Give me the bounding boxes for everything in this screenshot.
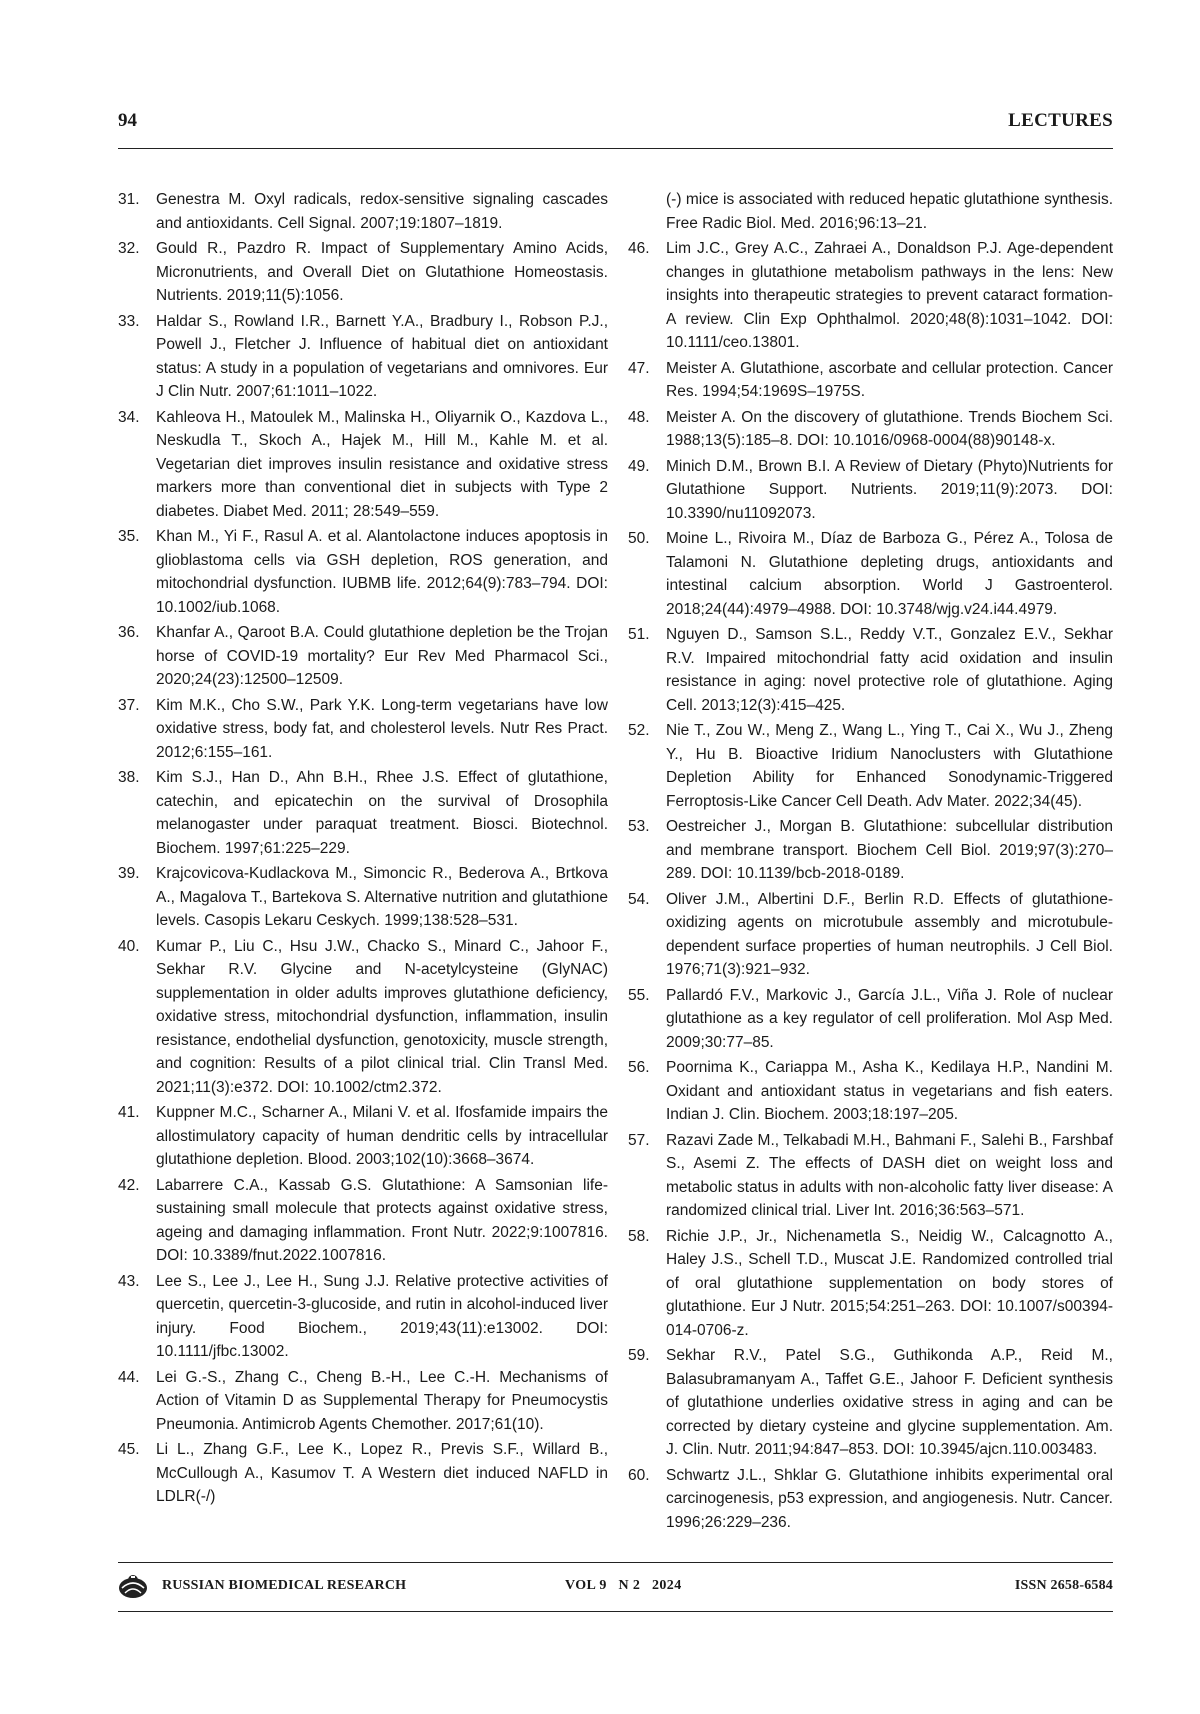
reference-item (118, 694, 608, 765)
reference-number: 60. (628, 1466, 650, 1484)
reference-number: 50. (628, 530, 650, 547)
reference-item (628, 623, 1113, 717)
reference-number: 57. (628, 1131, 650, 1149)
reference-item (118, 310, 608, 404)
reference-item (118, 621, 608, 692)
reference-item (118, 1366, 608, 1437)
reference-text: Meister A. Glutathione, ascorbate and cellular protection. Cancer Res. 1994;54:1969S–1975S. (666, 359, 1113, 400)
reference-text: Kumar P., Liu C., Hsu J.W., Chacko S., Minard C., Jahoor F., Sekhar R.V. Glycine and N-acetylcysteine (GlyNAC) supplementation in older adults improves glutathione deficiency, oxidative stress, mitochondrial dysfunction, inflammation, insulin resistance, endothelial dysfunction, genotoxicity, muscle strength, and cognition: Results of a pilot clinical trial. Clin Transl Med. 2021;11(3):e372. DOI: 10.1002/ctm2.372. (156, 937, 608, 1096)
page-header (118, 110, 1113, 149)
reference-item (628, 1129, 1113, 1223)
reference-item (118, 1101, 608, 1172)
reference-text: Lim J.C., Grey A.C., Zahraei A., Donaldson P.J. Age-dependent changes in glutathione metabolism pathways in the lens: New insights into therapeutic strategies to prevent cataract formation-A review. Clin Exp Ophthalmol. 2020;48(8):1031–1042. DOI: 10.1111/ceo.13801. (666, 240, 1113, 351)
reference-item (118, 862, 608, 933)
page-footer (118, 1562, 1113, 1612)
reference-number: 35. (118, 528, 140, 545)
reference-number: 39. (118, 865, 140, 882)
reference-item (628, 984, 1113, 1055)
reference-item (628, 455, 1113, 526)
reference-item (118, 1174, 608, 1268)
reference-text: Minich D.M., Brown B.I. A Review of Dietary (Phyto)Nutrients for Glutathione Support. Nutrients. 2019;11(9):2073. DOI: 10.3390/nu11092073. (666, 457, 1113, 522)
reference-item (628, 1464, 1113, 1535)
reference-text: Khan M., Yi F., Rasul A. et al. Alantolactone induces apoptosis in glioblastoma cells via GSH depletion, ROS generation, and mitochondrial dysfunction. IUBMB life. 2012;64(9):783–794. DOI: 10.1002/iub.1068. (156, 528, 608, 616)
reference-number: 31. (118, 191, 140, 208)
journal-logo-icon (118, 1574, 148, 1600)
reference-text: Khanfar A., Qaroot B.A. Could glutathione depletion be the Trojan horse of COVID-19 mortality? Eur Rev Med Pharmacol Sci., 2020;24(23):12500–12509. (156, 624, 608, 688)
reference-number: 46. (628, 240, 650, 257)
reference-number: 43. (118, 1272, 140, 1290)
reference-number: 34. (118, 408, 140, 426)
reference-text: Nie T., Zou W., Meng Z., Wang L., Ying T., Cai X., Wu J., Zheng Y., Hu B. Bioactive Iridium Nanoclusters with Glutathione Depletion Ability for Enhanced Sonodynamic-Triggered Ferroptosis-Like Cancer Cell Death. Adv Mater. 2022;34(45). (666, 722, 1113, 810)
journal-name: RUSSIAN BIOMEDICAL RESEARCH (162, 1578, 407, 1593)
reference-list-right (628, 237, 1113, 1534)
reference-text: Kahleova H., Matoulek M., Malinska H., Oliyarnik O., Kazdova L., Neskudla T., Skoch A., Hajek M., Hill M., Kahle M. et al. Vegetarian diet improves insulin resistance and oxidative stress markers more than conventional diet in subjects with Type 2 diabetes. Diabet Med. 2011; 28:549–559. (156, 408, 608, 520)
section-title: LECTURES (1008, 110, 1113, 131)
reference-text: Genestra M. Oxyl radicals, redox-sensitive signaling cascades and antioxidants. Cell Signal. 2007;19:1807–1819. (156, 191, 608, 232)
reference-text: Krajcovicova-Kudlackova M., Simoncic R., Bederova A., Brtkova A., Magalova T., Bartekova S. Alternative nutrition and glutathione levels. Casopis Lekaru Ceskych. 1999;138:528–531. (156, 865, 608, 929)
reference-text: Schwartz J.L., Shklar G. Glutathione inhibits experimental oral carcinogenesis, p53 expression, and angiogenesis. Nutr. Cancer. 1996;26:229–236. (666, 1466, 1113, 1531)
reference-number: 53. (628, 818, 650, 835)
reference-item (628, 527, 1113, 621)
reference-item (118, 237, 608, 308)
reference-item (118, 1270, 608, 1364)
reference-text: Li L., Zhang G.F., Lee K., Lopez R., Previs S.F., Willard B., McCullough A., Kasumov T. A Western diet induced NAFLD in LDLR(-/) (156, 1441, 608, 1505)
reference-number: 32. (118, 240, 140, 257)
reference-number: 38. (118, 769, 140, 786)
reference-number: 37. (118, 696, 140, 714)
reference-text: Labarrere C.A., Kassab G.S. Glutathione: A Samsonian life-sustaining small molecule that protects against oxidative stress, ageing and damaging inflammation. Front Nutr. 2022;9:1007816. DOI: 10.3389/fnut.2022.1007816. (156, 1176, 608, 1264)
reference-continuation: (-) mice is associated with reduced hepatic glutathione synthesis. Free Radic Biol. Med. 2016;96:13–21. (666, 191, 1113, 232)
reference-text: Pallardó F.V., Markovic J., García J.L., Viña J. Role of nuclear glutathione as a key regulator of cell proliferation. Mol Asp Med. 2009;30:77–85. (666, 986, 1113, 1051)
reference-number: 41. (118, 1104, 140, 1121)
reference-text: Haldar S., Rowland I.R., Barnett Y.A., Bradbury I., Robson P.J., Powell J., Fletcher J. Influence of habitual diet on antioxidant status: A study in a population of vegetarians and omnivores. Eur J Clin Nutr. 2007;61:1011–1022. (156, 312, 608, 400)
reference-item (628, 1225, 1113, 1343)
reference-item (118, 525, 608, 619)
references-left-column (118, 188, 608, 1511)
reference-item (628, 237, 1113, 355)
reference-item (118, 188, 608, 235)
reference-text: Oliver J.M., Albertini D.F., Berlin R.D. Effects of glutathione-oxidizing agents on microtubule assembly and microtubule-dependent surface properties of human neutrophils. J Cell Biol. 1976;71(3):921–932. (666, 890, 1113, 978)
reference-number: 40. (118, 937, 140, 955)
reference-item (628, 888, 1113, 982)
reference-item (628, 719, 1113, 813)
reference-text: Kuppner M.C., Scharner A., Milani V. et al. Ifosfamide impairs the allostimulatory capacity of human dendritic cells by intracellular glutathione depletion. Blood. 2003;102(10):3668–3674. (156, 1104, 608, 1168)
reference-number: 44. (118, 1368, 140, 1386)
reference-item (628, 1344, 1113, 1462)
reference-text: Meister A. On the discovery of glutathione. Trends Biochem Sci. 1988;13(5):185–8. DOI: 10.1016/0968-0004(88)90148-x. (666, 408, 1113, 449)
reference-number: 58. (628, 1227, 650, 1245)
volume-issue: VOL 9 N 2 2024 (565, 1578, 682, 1593)
issn: ISSN 2658-6584 (1014, 1578, 1113, 1593)
reference-number: 45. (118, 1441, 140, 1458)
reference-number: 47. (628, 359, 650, 377)
reference-text: Nguyen D., Samson S.L., Reddy V.T., Gonzalez E.V., Sekhar R.V. Impaired mitochondrial fatty acid oxidation and insulin resistance in aging: novel protective role of glutathione. Aging Cell. 2013;12(3):415–425. (666, 626, 1113, 714)
reference-number: 52. (628, 722, 650, 739)
reference-item (628, 406, 1113, 453)
reference-text: Richie J.P., Jr., Nichenametla S., Neidig W., Calcagnotto A., Haley J.S., Schell T.D., Muscat J.E. Randomized controlled trial of oral glutathione supplementation on body stores of glutathione. Eur J Nutr. 2015;54:251–263. DOI: 10.1007/s00394-014-0706-z. (666, 1227, 1113, 1339)
reference-number: 33. (118, 312, 140, 330)
page-number: 94 (118, 110, 137, 131)
reference-text: Kim S.J., Han D., Ahn B.H., Rhee J.S. Effect of glutathione, catechin, and epicatechin on the survival of Drosophila melanogaster under paraquat treatment. Biosci. Biotechnol. Biochem. 1997;61:225–229. (156, 769, 608, 857)
reference-item (118, 935, 608, 1100)
reference-text: Oestreicher J., Morgan B. Glutathione: subcellular distribution and membrane transport. Biochem Cell Biol. 2019;97(3):270–289. DOI: 10.1139/bcb-2018-0189. (666, 818, 1113, 882)
reference-number: 51. (628, 626, 650, 643)
reference-item (118, 766, 608, 860)
reference-text: Razavi Zade M., Telkabadi M.H., Bahmani F., Salehi B., Farshbaf S., Asemi Z. The effects of DASH diet on weight loss and metabolic status in adults with non-alcoholic fatty liver disease: A randomized clinical trial. Liver Int. 2016;36:563–571. (666, 1131, 1113, 1219)
reference-number: 54. (628, 890, 650, 908)
reference-item (628, 357, 1113, 404)
reference-text: Gould R., Pazdro R. Impact of Supplementary Amino Acids, Micronutrients, and Overall Diet on Glutathione Homeostasis. Nutrients. 2019;11(5):1056. (156, 240, 608, 304)
reference-text: Poornima K., Cariappa M., Asha K., Kedilaya H.P., Nandini M. Oxidant and antioxidant status in vegetarians and fish eaters. Indian J. Clin. Biochem. 2003;18:197–205. (666, 1059, 1113, 1123)
reference-item (628, 1056, 1113, 1127)
reference-number: 56. (628, 1059, 650, 1076)
reference-text: Lee S., Lee J., Lee H., Sung J.J. Relative protective activities of quercetin, quercetin-3-glucoside, and rutin in alcohol-induced liver injury. Food Biochem., 2019;43(11):e13002. DOI: 10.1111/jfbc.13002. (156, 1272, 608, 1360)
reference-item (118, 406, 608, 524)
reference-number: 48. (628, 408, 650, 426)
references-right-column (628, 188, 1113, 1536)
reference-number: 49. (628, 457, 650, 475)
reference-text: Lei G.-S., Zhang C., Cheng B.-H., Lee C.-H. Mechanisms of Action of Vitamin D as Supplemental Therapy for Pneumocystis Pneumonia. Antimicrob Agents Chemother. 2017;61(10). (156, 1368, 608, 1433)
reference-text: Sekhar R.V., Patel S.G., Guthikonda A.P., Reid M., Balasubramanyam A., Taffet G.E., Jahoor F. Deficient synthesis of glutathione underlies oxidative stress in aging and can be corrected by dietary cysteine and glycine supplementation. Am. J. Clin. Nutr. 2011;94:847–853. DOI: 10.3945/ajcn.110.003483. (666, 1347, 1113, 1458)
reference-number: 36. (118, 624, 140, 641)
reference-number: 59. (628, 1347, 650, 1364)
reference-number: 42. (118, 1176, 140, 1194)
reference-text: Kim M.K., Cho S.W., Park Y.K. Long-term vegetarians have low oxidative stress, body fat, and cholesterol levels. Nutr Res Pract. 2012;6:155–161. (156, 696, 608, 761)
reference-text: Moine L., Rivoira M., Díaz de Barboza G., Pérez A., Tolosa de Talamoni N. Glutathione depleting drugs, antioxidants and intestinal calcium absorption. World J Gastroenterol. 2018;24(44):4979–4988. DOI: 10.3748/wjg.v24.i44.4979. (666, 530, 1113, 618)
reference-number: 55. (628, 986, 650, 1004)
reference-list-left (118, 188, 608, 1509)
reference-item (628, 815, 1113, 886)
reference-item (118, 1438, 608, 1509)
